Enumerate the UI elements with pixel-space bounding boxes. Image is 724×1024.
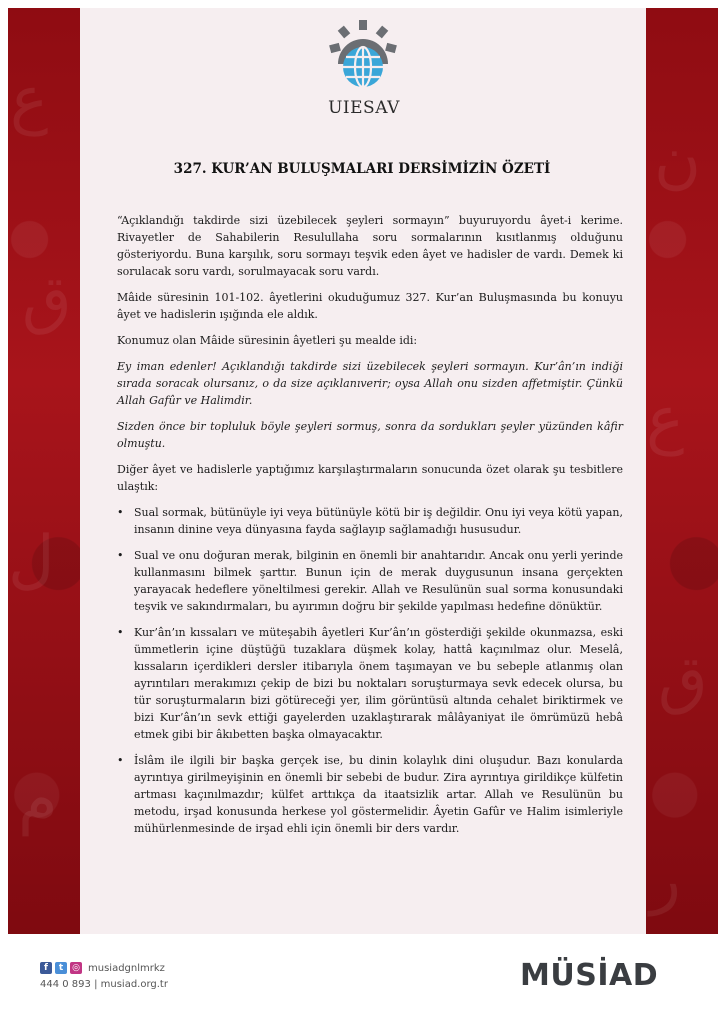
list-item — [117, 547, 623, 615]
paragraph: Mâide süresinin 101-102. âyetlerini okuduğumuz 327. Kur’an Buluşmasında bu konuyu âyet ve hadislerin ışığında ele aldık. — [117, 291, 623, 321]
social-handle[interactable]: musiadgnlmrkz — [88, 962, 165, 974]
list-item — [117, 752, 623, 837]
bullet-icon: • — [117, 626, 124, 639]
list-item — [117, 624, 623, 743]
paragraph: Diğer âyet ve hadislerle yaptığımız karşılaştırmaların sonucunda özet olarak şu tesbitlere ulaştık: — [117, 463, 623, 493]
musiad-logo: MÜSİAD — [520, 958, 659, 993]
bullet-icon: • — [117, 754, 124, 767]
list-item — [117, 504, 623, 538]
twitter-icon[interactable]: t — [55, 962, 67, 974]
logo-text: UIESAV — [328, 98, 400, 118]
facebook-icon[interactable]: f — [40, 962, 52, 974]
list-item-text: Kur’ân’ın kıssaları ve müteşabih âyetleri Kur’ân’ın gösterdiği şekilde okunmazsa, eski ümmetlerin içine düştüğü tuzaklara düşmek kolay, hattâ kaçınılmaz olur. Meselâ, kıssaların içerdikleri dersler itibarıyla önem taşımayan ve bu sebeple atlanmış olan ayrıntıları merakımızı çekip de bizi bu noktaları soruşturmaya sevk edecek olursa, bu tür soruşturmaların bizi götüreceği yer, ilim görüntüsü altında cehalet biriktirmek ve bizi Kur’ân’ın sevk ettiği gayelerden uzaklaştırarak mâlâyaniyat ile ömrümüzü hebâ etmek gibi bir âkıbetten başka olmayacaktır. — [134, 626, 623, 741]
verse-translation: Ey iman edenler! Açıklandığı takdirde sizi üzebilecek şeyleri sormayın. Kur’ân’ın indiği sırada soracak olursanız, o da size açıklanıverir; oysa Allah onu sizden affetmiştir. Çünkü Allah Gafûr ve Halimdir. — [117, 360, 623, 407]
right-decorative-border: ن ع ق ر — [646, 8, 718, 934]
bullet-icon: • — [117, 549, 124, 562]
list-item-text: Sual ve onu doğuran merak, bilginin en önemli bir anahtarıdır. Ancak onu yerli yerinde kullanmasını bilmek şarttır. Bunun için de merak duygusunun insana gerçekten yarayacak hedeflere yöneltilmesi gerekir. Allah ve Resulünün sual sorma konusundaki teşvik ve sakındırmaları, bu ayırımın doğru bir şekilde yapılması hedefine dönüktür. — [134, 549, 623, 613]
findings-list — [117, 504, 623, 837]
contact-info: 444 0 893 | musiad.org.tr — [40, 979, 168, 990]
list-item-text: İslâm ile ilgili bir başka gerçek ise, bu dinin kolaylık dini oluşudur. Bazı konularda ayrıntıya girilmeyişinin en önemli bir sebebi de budur. Zira ayrıntıya girildikçe külfetin artması kaçınılmazdır; külfet arttıkça da itaatsizlik artar. Allah ve Resulünün bu metodu, irşad konusunda herkese yol göstermelidir. Âyetin Gafûr ve Halim isimleriyle mühürlenmesinde de irşad ehli için önemli bir ders vardır. — [134, 754, 623, 835]
instagram-icon[interactable]: ◎ — [70, 962, 82, 974]
list-item-text: Sual sormak, bütünüyle iyi veya bütünüyle kötü bir iş değildir. Onu iyi veya kötü yapan, insanın dinine veya dünyasına fayda sağlayıp sağlamadığı hususudur. — [134, 506, 623, 536]
verse-translation: Sizden önce bir topluluk böyle şeyleri sormuş, sonra da sordukları şeyler yüzünden kâfir olmuştu. — [117, 420, 623, 450]
page-title: 327. KUR’AN BULUŞMALARI DERSİMİZİN ÖZETİ — [173, 161, 551, 177]
article-body — [117, 212, 623, 846]
paragraph: “Açıklandığı takdirde sizi üzebilecek şeyleri sormayın” buyuruyordu âyet-i kerime. Rivayetler de Sahabilerin Resulullaha soru sormalarının kısıtlanmış olduğunu gösteriyordu. Buna karşılık, soru sormayı teşvik eden âyet ve hadisler de vardı. Demek ki sorulacak soru vardı, sorulmayacak soru vardı. — [117, 214, 623, 278]
left-decorative-border: ع ق ل م — [8, 8, 80, 934]
bullet-icon: • — [117, 506, 124, 519]
paragraph: Konumuz olan Mâide süresinin âyetleri şu mealde idi: — [117, 334, 418, 347]
social-links — [40, 962, 165, 974]
